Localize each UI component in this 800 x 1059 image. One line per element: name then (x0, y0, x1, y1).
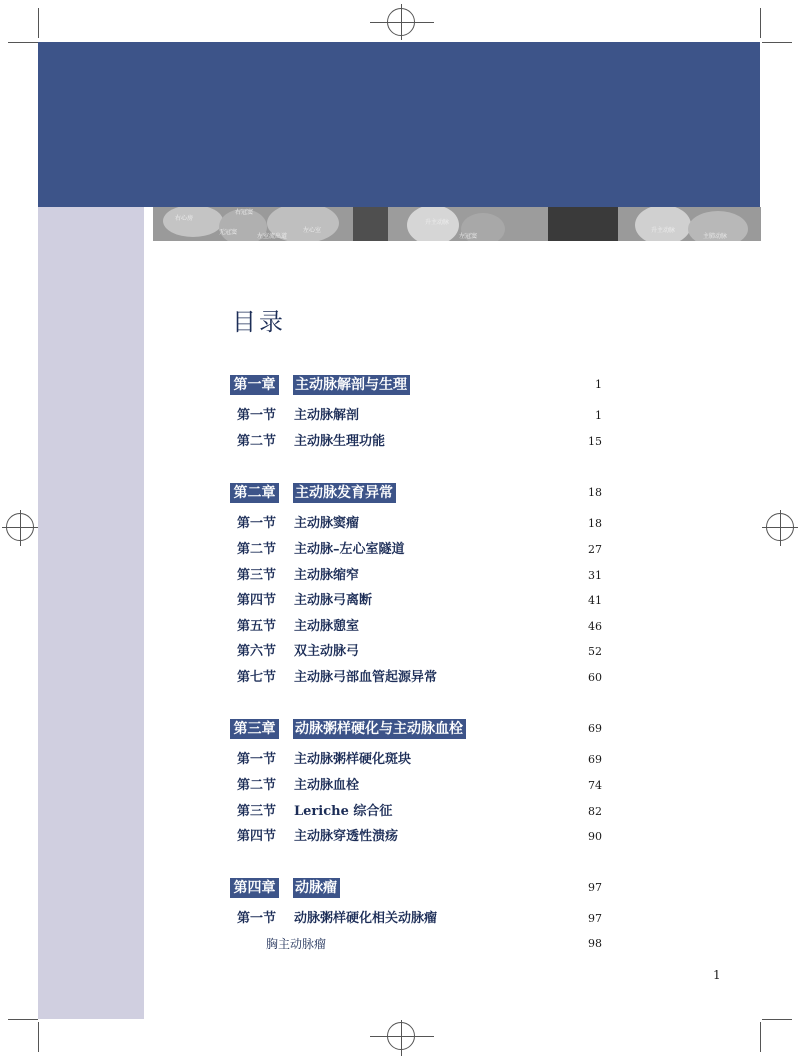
ct-label: 升主动脉 (651, 227, 676, 234)
section-title: 主动脉弓部血管起源异常 (294, 670, 438, 685)
section-number: 第四节 (237, 593, 277, 608)
section-number: 第四节 (237, 829, 277, 844)
page-number: 46 (588, 620, 602, 633)
section-title: 主动脉憩室 (294, 619, 360, 634)
section-title: 主动脉穿透性溃疡 (294, 829, 399, 844)
folio-page-number: 1 (713, 968, 721, 982)
registration-mark (766, 513, 794, 541)
registration-mark (387, 1022, 415, 1050)
section-title: 主动脉–左心室隧道 (294, 542, 405, 557)
page-number: 60 (588, 671, 602, 684)
page-number: 97 (588, 912, 602, 925)
page-number: 90 (588, 830, 602, 843)
header-band (38, 42, 760, 207)
page-number: 69 (588, 753, 602, 766)
section-number: 第一节 (237, 752, 277, 767)
section-title: 主动脉缩窄 (294, 568, 360, 583)
ct-label: 右冠窦 (235, 209, 254, 216)
page-number: 69 (588, 722, 602, 735)
registration-mark (387, 8, 415, 36)
crop-mark (8, 42, 38, 43)
toc-subsection[interactable]: 胸主动脉瘤 (266, 937, 327, 951)
ct-label: 主肺动脉 (703, 233, 728, 240)
crop-mark (38, 1022, 39, 1052)
page-number: 18 (588, 517, 602, 530)
section-number: 第一节 (237, 516, 277, 531)
section-number: 第二节 (237, 542, 277, 557)
section-number: 第六节 (237, 644, 277, 659)
page-number: 1 (595, 409, 602, 422)
section-title: 主动脉窦瘤 (294, 516, 360, 531)
page-number: 27 (588, 543, 602, 556)
chapter-number: 第一章 (230, 375, 279, 395)
page-title: 目录 (232, 308, 286, 336)
chapter-title: 动脉瘤 (293, 878, 340, 898)
chapter-title: 主动脉发育异常 (293, 483, 396, 503)
ct-label: 右心房 (175, 215, 194, 222)
ct-image-strip (153, 207, 761, 241)
page-number: 15 (588, 435, 602, 448)
side-strip (38, 207, 144, 1019)
section-title: 主动脉粥样硬化斑块 (294, 752, 412, 767)
crop-mark (8, 1019, 38, 1020)
section-number: 第三节 (237, 804, 277, 819)
page-number: 31 (588, 569, 602, 582)
page-number: 18 (588, 486, 602, 499)
page-number: 82 (588, 805, 602, 818)
page-number: 98 (588, 937, 602, 950)
section-number: 第一节 (237, 911, 277, 926)
section-title: 主动脉生理功能 (294, 434, 386, 449)
chapter-number: 第三章 (230, 719, 279, 739)
page-number: 97 (588, 881, 602, 894)
ct-label: 升主动脉 (425, 219, 450, 226)
section-number: 第二节 (237, 434, 277, 449)
crop-mark (762, 1019, 792, 1020)
section-title: 双主动脉弓 (294, 644, 360, 659)
section-title: Leriche 综合征 (294, 804, 393, 819)
section-number: 第二节 (237, 778, 277, 793)
ct-label: 无冠窦 (219, 229, 238, 236)
crop-mark (762, 42, 792, 43)
page-number: 1 (595, 378, 602, 391)
section-title: 主动脉弓离断 (294, 593, 373, 608)
chapter-number: 第二章 (230, 483, 279, 503)
chapter-title: 动脉粥样硬化与主动脉血栓 (293, 719, 466, 739)
page-number: 52 (588, 645, 602, 658)
section-title: 动脉粥样硬化相关动脉瘤 (294, 911, 438, 926)
page-number: 74 (588, 779, 602, 792)
crop-mark (38, 8, 39, 38)
ct-label: 左冠窦 (459, 233, 478, 240)
section-number: 第三节 (237, 568, 277, 583)
chapter-number: 第四章 (230, 878, 279, 898)
crop-mark (760, 8, 761, 38)
section-number: 第一节 (237, 408, 277, 423)
chapter-title: 主动脉解剖与生理 (293, 375, 410, 395)
section-title: 主动脉解剖 (294, 408, 360, 423)
ct-label: 左室流出道 (257, 233, 288, 240)
section-title: 主动脉血栓 (294, 778, 360, 793)
registration-mark (6, 513, 34, 541)
section-number: 第七节 (237, 670, 277, 685)
section-number: 第五节 (237, 619, 277, 634)
crop-mark (760, 1022, 761, 1052)
ct-label: 左心室 (303, 227, 322, 234)
page-number: 41 (588, 594, 602, 607)
